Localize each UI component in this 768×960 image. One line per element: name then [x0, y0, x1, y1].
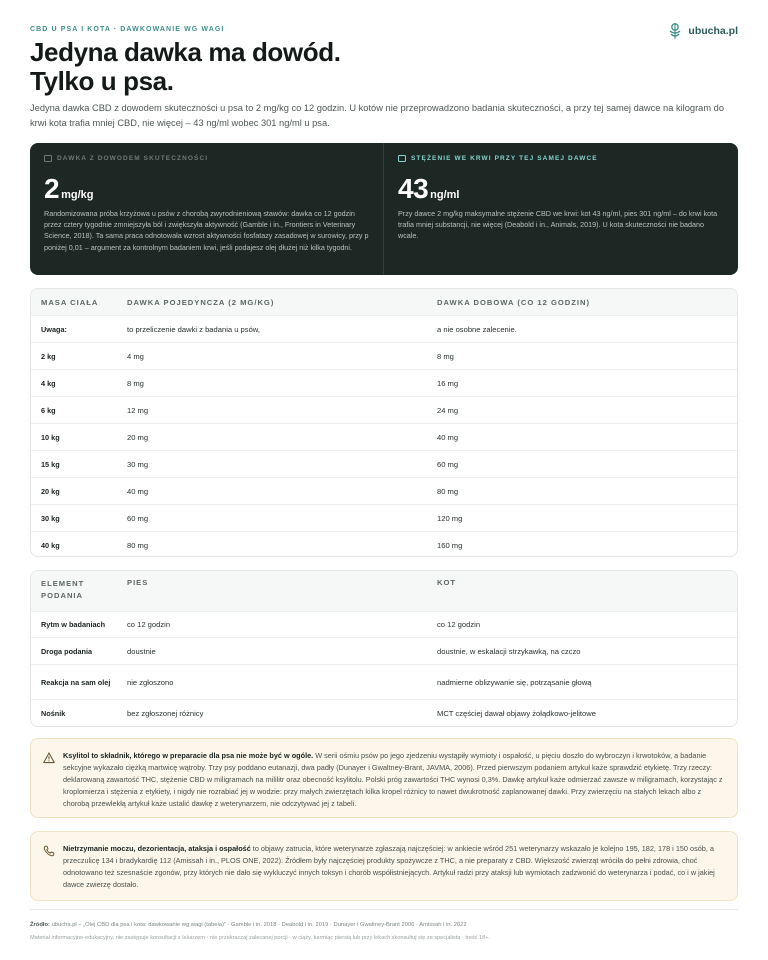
dose-evidence-text: Randomizowana próba krzyżowa u psów z chorobą zwyrodnieniową stawów: dawka co 12 godzin przez cztery tygodnie zmniejszyła ból i zwiększyła aktywność (Gamble i in., Frontiers in Veterinary Science, 2018). Ta sama praca odnotowała wzrost aktywności fosfatazy zasadowej w surowicy, przy p poniżej 0,01 – argument za kontrolnym badaniem krwi, jeśli podajesz olej dłużej niż kilka tygodni.: [44, 209, 369, 252]
table-cell: 4 kg: [41, 378, 56, 388]
table-cell: 160 mg: [437, 540, 463, 550]
divider: [30, 909, 738, 910]
table-cell: bez zgłoszonej różnicy: [127, 709, 204, 718]
table-cell: 120 mg: [437, 513, 463, 523]
column-header: KOT: [437, 578, 457, 587]
table-row: [31, 369, 737, 396]
document-icon: [44, 155, 52, 162]
column-header: DAWKA POJEDYNCZA (2 MG/KG): [127, 297, 275, 307]
table-cell: 80 mg: [437, 486, 459, 496]
monitor-icon: [398, 155, 406, 162]
title-line-2: Tylko u psa.: [30, 66, 174, 96]
table-row: [31, 423, 737, 450]
blood-concentration-card: [384, 143, 738, 275]
table-row: [31, 611, 737, 637]
table-row: [31, 342, 737, 369]
table-cell: 30 mg: [127, 459, 149, 469]
table-cell: MCT częściej dawał objawy żołądkowo-jelitowe: [437, 709, 596, 718]
table-cell: 40 mg: [437, 432, 459, 442]
table-cell: to przeliczenie dawki z badania u psów,: [127, 324, 260, 334]
table-cell: nie zgłoszono: [127, 677, 174, 687]
dose-table: [30, 288, 738, 557]
table-cell: 8 mg: [127, 378, 144, 388]
table-cell: 80 mg: [127, 540, 149, 550]
thc-poisoning-warning: [30, 831, 738, 901]
table-row: [31, 396, 737, 423]
table-row: [31, 477, 737, 504]
table-cell: 8 mg: [437, 351, 454, 361]
dose-evidence-label: DAWKA Z DOWODEM SKUTECZNOŚCI: [57, 155, 209, 162]
table-cell: Uwaga:: [41, 324, 67, 334]
source-label: Źródło:: [30, 922, 50, 928]
column-header: ELEMENT PODANIA: [41, 579, 85, 600]
table-row: [31, 450, 737, 477]
table-cell: doustnie, w eskalacji strzykawką, na czczo: [437, 646, 581, 656]
column-header: MASA CIAŁA: [41, 297, 99, 307]
phone-icon: [43, 845, 55, 857]
table-cell: 40 kg: [41, 540, 60, 550]
xylitol-warning-bold: Ksylitol to składnik, którego w preparacie dla psa nie może być w ogóle.: [63, 751, 314, 760]
table-row: [31, 664, 737, 699]
logo[interactable]: [667, 22, 738, 40]
xylitol-warning-text: W serii ośmiu psów po jego zjedzeniu wystąpiły wymioty i ospałość, u pięciu doszło do wybroczyn i krwotoków, a badanie sekcyjne wykazało ciężką martwicę wątroby. Trzy psy poddano eutanazji, dwa padły (Dunayer i Gwaltney-Brant, JAVMA, 2006). Przed pierwszym podaniem artykuł każe sprawdzić etykietę. Trzy rzeczy: deklarowaną zawartość THC, stężenie CBD w miligramach na mililitr oraz obecność ksylitolu. Polski próg zawartości THC wynosi 0,3%. Dawkę artykuł każe odmierzać zawsze w miligramach, korzystając z kroplomierza i stężenia z etykiety, i nigdy nie rozrabiać jej w wodzie: przy małych zwierzętach kilka kropel różnicy to nawet dwukrotność zaplanowanej dawki. Przy zwierzęciu na stałych lekach albo z chorobą przewlekłą artykuł każe ustalić dawkę z weterynarzem, nie odczytywać jej z tabeli.: [63, 751, 723, 809]
table-cell: Nośnik: [41, 709, 66, 718]
table-cell: co 12 godzin: [127, 620, 171, 629]
warning-triangle-icon: [43, 752, 55, 764]
concentration-value: 43: [398, 173, 429, 204]
table-cell: Rytm w badaniach: [41, 620, 106, 629]
kicker: CBD U PSA I KOTA · DAWKOWANIE WG WAGI: [30, 26, 225, 33]
page-title: [30, 38, 341, 96]
blood-concentration-label: STĘŻENIE WE KRWI PRZY TEJ SAMEJ DAWCE: [411, 155, 598, 162]
dose-value: 2: [44, 173, 60, 204]
table-cell: 12 mg: [127, 405, 149, 415]
table-cell: 60 mg: [437, 459, 459, 469]
source-line: [30, 922, 467, 928]
thc-warning-text: to objawy zatrucia, które weterynarze zgłaszają najczęściej: w ankiecie wśród 251 weterynarzy wskazało je kolejno 195, 182, 178 i 150 osób, a przeczulicę 134 i bradykardię 112 (Amissah i in., PLOS ONE, 2022). Źródłem były najczęściej produkty spożywcze z THC, a nie preparaty z CBD. Większość zwierząt wróciła do pełni zdrowia, choć odnotowano też szesnaście zgonów, przy których nie dało się wykluczyć innych toksyn i chorób współistniejących. Artykuł radzi przy ataksji lub wymiotach zadzwonić do weterynarza i podać, co i w jakiej dawce zwierzę dostało.: [63, 844, 715, 890]
table-row: [31, 315, 737, 342]
table-cell: Droga podania: [41, 646, 93, 656]
column-header: PIES: [127, 578, 149, 587]
table-cell: a nie osobne zalecenie.: [437, 324, 517, 334]
table-cell: 10 kg: [41, 432, 60, 442]
table-header: [31, 289, 737, 315]
table-cell: 16 mg: [437, 378, 459, 388]
table-cell: doustnie: [127, 646, 156, 656]
logo-leaf-icon: [667, 22, 683, 40]
table-cell: co 12 godzin: [437, 620, 481, 629]
table-cell: 2 kg: [41, 351, 56, 361]
table-header: [31, 571, 737, 611]
table-row: [31, 699, 737, 727]
table-cell: 24 mg: [437, 405, 459, 415]
dose-evidence-card: [30, 143, 384, 275]
table-cell: 20 kg: [41, 486, 60, 496]
table-cell: 40 mg: [127, 486, 149, 496]
table-cell: 6 kg: [41, 405, 56, 415]
table-row: [31, 531, 737, 557]
table-cell: 4 mg: [127, 351, 144, 361]
comparison-table: [30, 570, 738, 727]
table-cell: 60 mg: [127, 513, 149, 523]
disclaimer: Materiał informacyjno-edukacyjny, nie zastępuje konsultacji z lekarzem · nie przekraczaj zalecanej porcji · w ciąży, karmiąc piersią lub przy lekach skonsultuj się ze specjalistą · treść 18+.: [30, 935, 491, 941]
table-row: [31, 504, 737, 531]
xylitol-warning: [30, 738, 738, 818]
table-cell: Reakcja na sam olej: [41, 677, 111, 687]
column-header: DAWKA DOBOWA (CO 12 GODZIN): [437, 297, 590, 307]
table-cell: 15 kg: [41, 459, 60, 469]
table-row: [31, 637, 737, 664]
table-cell: nadmierne oblizywanie się, potrząsanie głową: [437, 677, 592, 687]
source-text: ubucha.pl – „Olej CBD dla psa i kota: dawkowanie wg wagi (tabela)” · Gamble i in. 2018 · Deabold i in. 2019 · Dunayer i Gwaltney-Brant 2006 · Amissah i in. 2022: [49, 922, 467, 928]
blood-concentration-text: Przy dawce 2 mg/kg maksymalne stężenie CBD we krwi: kot 43 ng/ml, pies 301 ng/ml – do krwi kota trafia mniej substancji, nie więcej (Deabold i in., Animals, 2019). U kota skuteczności nie badano wcale.: [398, 209, 718, 241]
thc-warning-bold: Nietrzymanie moczu, dezorientacja, ataksja i ospałość: [63, 844, 251, 853]
dose-unit: mg/kg: [61, 189, 94, 201]
key-figures-panel: [30, 143, 738, 275]
table-cell: 20 mg: [127, 432, 149, 442]
title-line-1: Jedyna dawka ma dowód.: [30, 37, 341, 67]
concentration-unit: ng/ml: [430, 189, 460, 201]
table-cell: 30 kg: [41, 513, 60, 523]
lead-paragraph: Jedyna dawka CBD z dowodem skuteczności u psa to 2 mg/kg co 12 godzin. U kotów nie przeprowadzono badania skuteczności, a przy tej samej dawce na kilogram do krwi kota trafia mniej CBD, nie więcej – 43 ng/ml wobec 301 ng/ml u psa.: [30, 103, 725, 128]
logo-text: ubucha.pl: [688, 25, 738, 37]
